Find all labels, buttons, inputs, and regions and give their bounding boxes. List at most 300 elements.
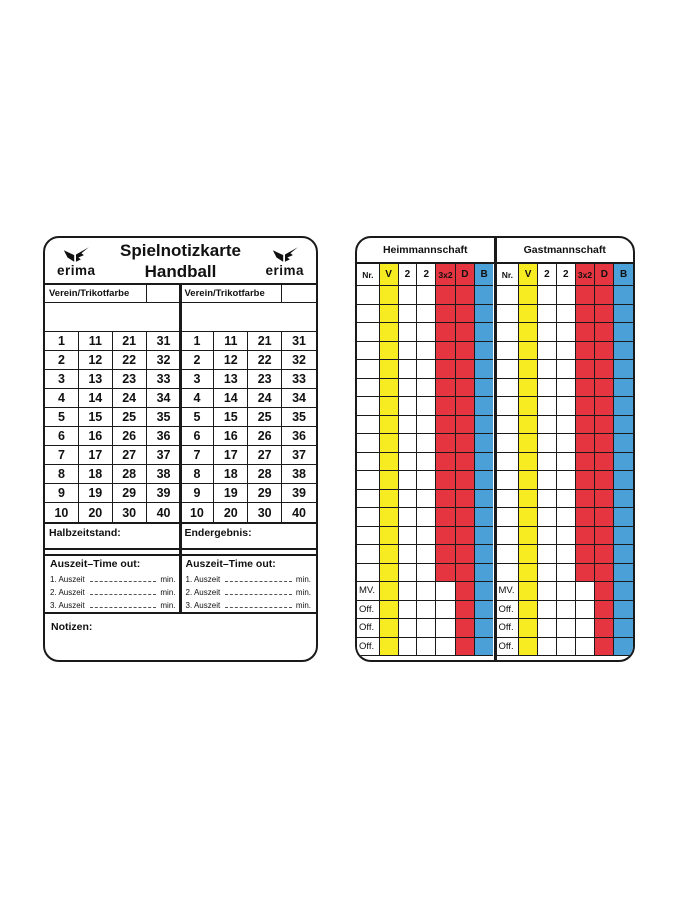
penalty-cell — [614, 582, 633, 601]
penalty-cell — [417, 601, 436, 620]
penalty-cell — [538, 638, 557, 657]
player-number-cell: 33 — [282, 370, 316, 389]
player-number-cell: 22 — [113, 351, 147, 370]
penalty-cell — [417, 527, 436, 546]
penalty-cell — [456, 305, 475, 324]
penalty-cell — [595, 323, 614, 342]
penalty-cell — [595, 286, 614, 305]
player-number-cell: 32 — [282, 351, 316, 370]
penalty-cell — [399, 397, 418, 416]
penalty-cell — [614, 601, 633, 620]
penalty-cell — [380, 638, 399, 657]
penalty-cell — [595, 471, 614, 490]
auszeit-row — [186, 598, 312, 611]
auszeit-write-line — [225, 581, 292, 582]
penalty-cell — [399, 471, 418, 490]
penalty-cell — [557, 638, 576, 657]
penalty-cell — [519, 305, 538, 324]
home-column — [45, 303, 181, 332]
player-number-cell: 10 — [45, 503, 79, 522]
player-number-cell: 19 — [79, 484, 113, 503]
home-column — [45, 285, 181, 303]
penalty-cell — [475, 379, 494, 398]
column-header-b: B — [614, 264, 633, 286]
penalty-cell — [357, 490, 380, 509]
column-header-2: 2 — [417, 264, 436, 286]
penalty-cell — [557, 582, 576, 601]
bottom-row-label: Off. — [497, 619, 520, 638]
penalty-cell — [557, 490, 576, 509]
verein-spare-cell — [147, 285, 181, 302]
player-number-cell: 29 — [113, 484, 147, 503]
penalty-cell — [357, 434, 380, 453]
player-number-cell: 17 — [79, 446, 113, 465]
auszeit-row — [50, 585, 176, 598]
auszeit-number-label: 1. Auszeit — [50, 575, 85, 584]
penalty-cell — [417, 305, 436, 324]
penalty-cell — [576, 582, 596, 601]
player-number-cell: 20 — [79, 503, 113, 522]
penalty-cell — [576, 638, 596, 657]
bottom-row-label: Off. — [357, 619, 380, 638]
bottom-row-label: Off. — [357, 601, 380, 620]
column-header-3x2: 3x2 — [576, 264, 596, 286]
auszeit-number-label: 2. Auszeit — [50, 588, 85, 597]
penalty-cell — [595, 638, 614, 657]
notizen-label: Notizen: — [51, 621, 93, 633]
column-header-v: V — [519, 264, 538, 286]
penalty-cell — [357, 453, 380, 472]
player-number-cell: 21 — [113, 332, 147, 351]
penalty-cell — [519, 342, 538, 361]
penalty-cell — [436, 582, 456, 601]
penalty-cell — [357, 360, 380, 379]
penalty-cell — [475, 490, 494, 509]
penalty-cell — [436, 286, 456, 305]
player-number-cell: 35 — [147, 408, 181, 427]
penalty-cell — [380, 286, 399, 305]
penalty-cell — [595, 360, 614, 379]
player-number-cell: 34 — [147, 389, 181, 408]
erima-wordmark: erima — [57, 262, 96, 278]
erima-wings-icon — [270, 246, 300, 263]
guest-column — [181, 556, 317, 612]
penalty-cell — [497, 360, 520, 379]
player-number-cell: 16 — [79, 427, 113, 446]
column-header-2: 2 — [557, 264, 576, 286]
guest-team-section — [497, 238, 634, 660]
penalty-cell — [614, 527, 633, 546]
player-number-cell: 32 — [147, 351, 181, 370]
penalty-cell — [576, 601, 596, 620]
penalty-cell — [538, 471, 557, 490]
player-number-cell: 4 — [45, 389, 79, 408]
penalty-cell — [380, 397, 399, 416]
penalty-cell — [475, 360, 494, 379]
auszeit-number-label: 2. Auszeit — [185, 588, 221, 597]
column-header-d: D — [595, 264, 614, 286]
column-header-b: B — [475, 264, 494, 286]
penalty-cell — [614, 638, 633, 657]
penalty-cell — [497, 379, 520, 398]
penalty-cell — [399, 545, 418, 564]
guest-column — [181, 285, 317, 303]
penalty-cell — [557, 305, 576, 324]
penalty-cell — [538, 527, 557, 546]
penalty-cell — [614, 323, 633, 342]
penalty-cell — [538, 416, 557, 435]
card-header — [45, 238, 316, 285]
player-number-cell: 39 — [147, 484, 181, 503]
guest-column — [181, 303, 317, 332]
penalty-cell — [417, 508, 436, 527]
player-number-cell: 5 — [45, 408, 79, 427]
penalty-cell — [380, 416, 399, 435]
auszeit-number-label: 3. Auszeit — [185, 601, 221, 610]
player-number-cell: 28 — [113, 465, 147, 484]
penalty-cell — [557, 527, 576, 546]
penalty-cell — [436, 453, 456, 472]
penalty-cell — [497, 453, 520, 472]
penalty-cell — [357, 379, 380, 398]
player-number-cell: 3 — [181, 370, 215, 389]
penalty-cell — [456, 360, 475, 379]
penalty-cell — [357, 416, 380, 435]
penalty-cell — [417, 564, 436, 583]
penalty-cell — [576, 619, 596, 638]
penalty-cell — [557, 397, 576, 416]
player-number-cell: 27 — [248, 446, 282, 465]
auszeit-lines — [186, 572, 312, 611]
player-number-cell: 37 — [282, 446, 316, 465]
penalty-cell — [380, 434, 399, 453]
bottom-row-label: Off. — [497, 638, 520, 657]
player-number-cell: 33 — [147, 370, 181, 389]
auszeit-number-label: 1. Auszeit — [185, 575, 221, 584]
penalty-cell — [357, 508, 380, 527]
penalty-cell — [538, 601, 557, 620]
penalty-cell — [436, 379, 456, 398]
penalty-cell — [357, 545, 380, 564]
penalty-cell — [456, 342, 475, 361]
penalty-cell — [614, 305, 633, 324]
penalty-card — [355, 236, 635, 662]
penalty-cell — [557, 453, 576, 472]
penalty-cell — [576, 397, 596, 416]
penalty-cell — [475, 434, 494, 453]
erima-wings-icon — [61, 246, 91, 263]
penalty-cell — [436, 416, 456, 435]
penalty-cell — [475, 305, 494, 324]
auszeit-write-line — [225, 594, 292, 595]
penalty-cell — [538, 323, 557, 342]
penalty-cell — [614, 434, 633, 453]
penalty-cell — [538, 564, 557, 583]
player-number-cell: 2 — [45, 351, 79, 370]
player-number-cell: 13 — [79, 370, 113, 389]
player-number-cell: 19 — [214, 484, 248, 503]
penalty-cell — [519, 508, 538, 527]
penalty-cell — [456, 638, 475, 657]
player-number-cell: 24 — [113, 389, 147, 408]
penalty-cell — [417, 619, 436, 638]
penalty-cell — [538, 508, 557, 527]
player-number-cell: 25 — [248, 408, 282, 427]
penalty-cell — [380, 601, 399, 620]
player-number-cell: 31 — [147, 332, 181, 351]
player-number-cell: 29 — [248, 484, 282, 503]
column-header-3x2: 3x2 — [436, 264, 456, 286]
penalty-cell — [456, 545, 475, 564]
penalty-cell — [456, 582, 475, 601]
penalty-cell — [497, 527, 520, 546]
penalty-cell — [576, 490, 596, 509]
penalty-cell — [475, 286, 494, 305]
penalty-cell — [417, 397, 436, 416]
player-number-cell: 18 — [214, 465, 248, 484]
bottom-row-label: MV. — [497, 582, 520, 601]
home-team-section — [357, 238, 494, 660]
player-number-cell: 6 — [45, 427, 79, 446]
player-number-cell: 9 — [181, 484, 215, 503]
penalty-cell — [519, 582, 538, 601]
penalty-table — [497, 264, 634, 656]
penalty-cell — [595, 490, 614, 509]
player-number-cell: 36 — [282, 427, 316, 446]
player-number-cell: 15 — [79, 408, 113, 427]
penalty-cell — [417, 638, 436, 657]
penalty-cell — [595, 416, 614, 435]
penalty-cell — [614, 564, 633, 583]
spielnotizkarte-card — [43, 236, 318, 662]
penalty-cell — [538, 397, 557, 416]
penalty-cell — [436, 508, 456, 527]
penalty-cell — [436, 360, 456, 379]
player-number-cell: 20 — [214, 503, 248, 522]
player-number-cell: 35 — [282, 408, 316, 427]
penalty-cell — [456, 397, 475, 416]
penalty-cell — [456, 619, 475, 638]
penalty-cell — [557, 434, 576, 453]
player-number-cell: 22 — [248, 351, 282, 370]
player-number-cell: 34 — [282, 389, 316, 408]
penalty-cell — [576, 508, 596, 527]
penalty-cell — [417, 416, 436, 435]
penalty-cell — [456, 434, 475, 453]
penalty-cell — [595, 601, 614, 620]
penalty-cell — [614, 471, 633, 490]
penalty-cell — [557, 360, 576, 379]
player-number-cell: 37 — [147, 446, 181, 465]
column-header-2: 2 — [399, 264, 418, 286]
penalty-cell — [538, 342, 557, 361]
penalty-cell — [436, 434, 456, 453]
penalty-cell — [475, 453, 494, 472]
penalty-cell — [557, 416, 576, 435]
player-number-cell: 31 — [282, 332, 316, 351]
penalty-cell — [614, 619, 633, 638]
penalty-cell — [417, 434, 436, 453]
penalty-cell — [576, 342, 596, 361]
verein-trikotfarbe-header: Verein/Trikotfarbe — [45, 285, 147, 302]
auszeit-write-line — [90, 581, 157, 582]
penalty-cell — [380, 527, 399, 546]
penalty-cell — [399, 416, 418, 435]
penalty-cell — [519, 527, 538, 546]
penalty-cell — [519, 471, 538, 490]
penalty-cell — [595, 545, 614, 564]
penalty-cell — [576, 305, 596, 324]
auszeit-row — [50, 572, 176, 585]
column-header-v: V — [380, 264, 399, 286]
penalty-cell — [614, 545, 633, 564]
penalty-cell — [456, 416, 475, 435]
penalty-cell — [497, 286, 520, 305]
player-number-cell: 1 — [45, 332, 79, 351]
penalty-cell — [399, 638, 418, 657]
auszeit-min-label: min. — [295, 601, 311, 610]
penalty-cell — [417, 471, 436, 490]
erima-wordmark: erima — [265, 262, 304, 278]
penalty-cell — [357, 286, 380, 305]
penalty-cell — [475, 508, 494, 527]
penalty-cell — [576, 564, 596, 583]
penalty-cell — [475, 582, 494, 601]
card-body — [45, 285, 316, 614]
penalty-cell — [399, 601, 418, 620]
player-number-cell: 3 — [45, 370, 79, 389]
auszeit-row — [50, 598, 176, 611]
penalty-cell — [519, 434, 538, 453]
player-number-cell: 38 — [147, 465, 181, 484]
penalty-cell — [380, 305, 399, 324]
penalty-cell — [357, 471, 380, 490]
player-number-cell: 40 — [156, 505, 171, 520]
penalty-cell — [557, 508, 576, 527]
penalty-cell — [614, 453, 633, 472]
penalty-cell — [538, 453, 557, 472]
player-numbers-grid — [45, 332, 181, 522]
penalty-cell — [399, 527, 418, 546]
penalty-cell — [380, 619, 399, 638]
penalty-cell — [417, 379, 436, 398]
player-number-cell: 5 — [181, 408, 215, 427]
penalty-cell — [436, 342, 456, 361]
player-numbers-grid — [181, 332, 317, 522]
penalty-cell — [399, 453, 418, 472]
penalty-cell — [417, 545, 436, 564]
penalty-cell — [399, 582, 418, 601]
player-number-cell: 24 — [248, 389, 282, 408]
penalty-cell — [475, 545, 494, 564]
penalty-cell — [417, 323, 436, 342]
player-number-cell: 17 — [214, 446, 248, 465]
penalty-cell — [519, 453, 538, 472]
player-number-cell: 8 — [181, 465, 215, 484]
penalty-cell — [576, 453, 596, 472]
penalty-cell — [614, 397, 633, 416]
penalty-cell — [614, 508, 633, 527]
penalty-cell — [576, 545, 596, 564]
penalty-cell — [399, 286, 418, 305]
penalty-cell — [399, 323, 418, 342]
penalty-cell — [557, 342, 576, 361]
penalty-cell — [417, 286, 436, 305]
penalty-cell — [456, 286, 475, 305]
penalty-cell — [576, 323, 596, 342]
player-number-cell: 11 — [214, 332, 248, 351]
penalty-cell — [399, 619, 418, 638]
penalty-cell — [557, 471, 576, 490]
penalty-cell — [576, 527, 596, 546]
auszeit-title: Auszeit–Time out: — [50, 558, 141, 570]
penalty-cell — [538, 305, 557, 324]
player-number-cell: 36 — [147, 427, 181, 446]
player-number-cell: 30 — [248, 503, 282, 522]
penalty-cell — [497, 545, 520, 564]
penalty-cell — [475, 638, 494, 657]
penalty-cell — [399, 490, 418, 509]
auszeit-write-line — [225, 607, 292, 608]
player-number-cell: 23 — [248, 370, 282, 389]
player-number-cell: 27 — [113, 446, 147, 465]
penalty-cell — [399, 508, 418, 527]
penalty-cell — [380, 545, 399, 564]
penalty-cell — [436, 527, 456, 546]
player-number-cell: 23 — [113, 370, 147, 389]
penalty-cell — [519, 545, 538, 564]
auszeit-row — [186, 572, 312, 585]
penalty-cell — [538, 490, 557, 509]
penalty-cell — [576, 379, 596, 398]
player-number-cell: 11 — [79, 332, 113, 351]
penalty-cell — [557, 601, 576, 620]
penalty-cell — [595, 397, 614, 416]
penalty-cell — [357, 527, 380, 546]
penalty-cell — [595, 619, 614, 638]
card-title-line1: Spielnotizkarte — [120, 241, 241, 261]
penalty-cell — [614, 416, 633, 435]
notizen-section — [45, 614, 316, 660]
penalty-cell — [519, 490, 538, 509]
penalty-cell — [456, 379, 475, 398]
verein-trikotfarbe-header: Verein/Trikotfarbe — [181, 285, 283, 302]
penalty-cell — [519, 601, 538, 620]
penalty-cell — [576, 471, 596, 490]
penalty-cell — [417, 342, 436, 361]
player-number-cell: 10 — [181, 503, 215, 522]
penalty-cell — [595, 527, 614, 546]
player-number-cell: 8 — [45, 465, 79, 484]
penalty-cell — [417, 453, 436, 472]
penalty-cell — [399, 379, 418, 398]
penalty-cell — [456, 601, 475, 620]
auszeit-min-label: min. — [295, 588, 311, 597]
penalty-cell — [456, 508, 475, 527]
penalty-cell — [538, 360, 557, 379]
penalty-cell — [436, 638, 456, 657]
player-number-cell: 4 — [181, 389, 215, 408]
player-number-cell: 26 — [248, 427, 282, 446]
penalty-cell — [538, 286, 557, 305]
penalty-cell — [417, 490, 436, 509]
penalty-cell — [614, 360, 633, 379]
auszeit-min-label: min. — [160, 575, 176, 584]
penalty-cell — [497, 471, 520, 490]
penalty-cell — [497, 434, 520, 453]
penalty-cell — [557, 564, 576, 583]
verein-spare-cell — [282, 285, 316, 302]
